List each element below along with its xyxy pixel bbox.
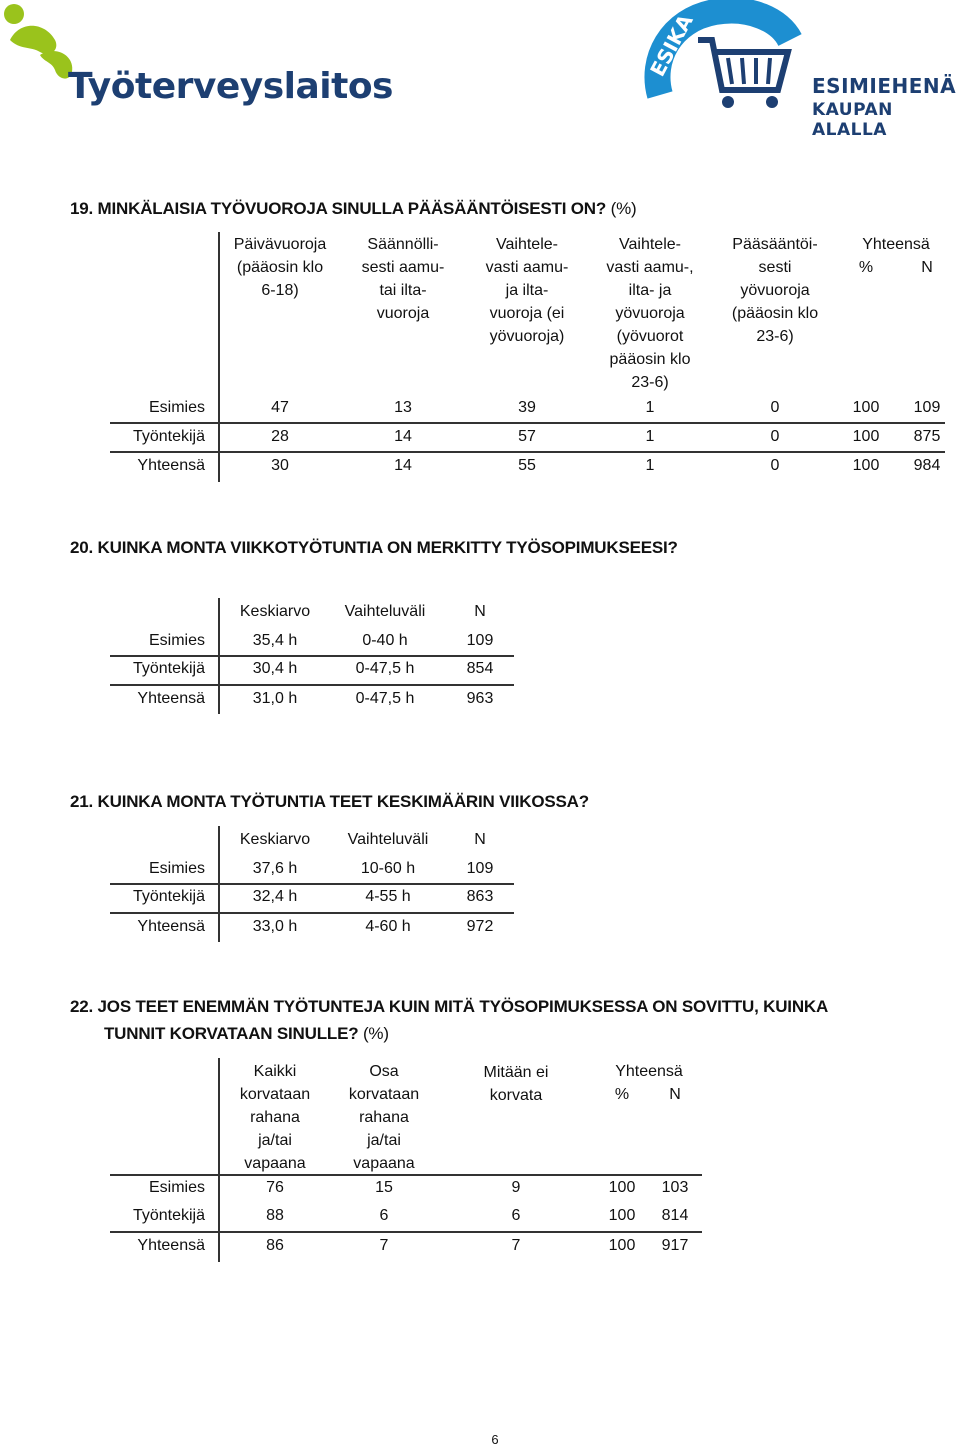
q19-col-header: Päivävuoroja (pääosin klo 6-18) [233, 236, 327, 299]
q21-col-header: Keskiarvo [239, 831, 311, 848]
q21-title: 21. KUINKA MONTA TYÖTUNTIA TEET KESKIMÄÄRIN VIIKOSSA? [70, 792, 589, 811]
q21-cell: 33,0 h [252, 918, 298, 935]
q19-row-label: Työntekijä [132, 428, 205, 445]
q19-cell: 30 [271, 457, 289, 474]
q20-cell: 109 [466, 632, 494, 649]
q19-pct-header: % [858, 259, 874, 276]
q22-cell: 76 [266, 1179, 284, 1196]
q21-col-header: N [474, 831, 486, 848]
q19-cell: 13 [394, 399, 412, 416]
q19-col-header: Pääsääntöi- sesti yövuoroja (pääosin klo 23-6) [731, 236, 819, 345]
q22-total-header: Yhteensä [615, 1063, 683, 1080]
q19-cell: 47 [271, 399, 289, 416]
q22-cell: 7 [511, 1237, 521, 1254]
page-number: 6 [491, 1432, 499, 1447]
q22-row-label: Yhteensä [137, 1237, 205, 1254]
q22-row-label: Työntekijä [132, 1207, 205, 1224]
q19-vertical-rule [218, 232, 220, 482]
q21-cell: 32,4 h [252, 888, 298, 905]
q22-horizontal-rule [110, 1231, 702, 1233]
q22-title-text: TUNNIT KORVATAAN SINULLE? [104, 1024, 359, 1043]
q22-col-header: Osa korvataan rahana ja/tai vapaana [348, 1063, 420, 1172]
q20-cell: 0-47,5 h [355, 690, 415, 707]
q20-col-header: Vaihteluväli [344, 603, 426, 620]
q21-cell: 4-55 h [365, 888, 411, 905]
q20-row-label: Työntekijä [132, 660, 205, 677]
q22-cell: 9 [511, 1179, 521, 1196]
q19-n-header: N [921, 259, 933, 276]
q19-cell: 0 [770, 457, 780, 474]
q22-n-header: N [669, 1086, 681, 1103]
q21-cell: 37,6 h [252, 860, 298, 877]
q20-col-header: N [474, 603, 486, 620]
q22-cell: 6 [379, 1207, 389, 1224]
q19-cell: 875 [913, 428, 941, 445]
q20-cell: 0-47,5 h [355, 660, 415, 677]
q19-cell: 984 [913, 457, 941, 474]
q19-cell: 14 [394, 457, 412, 474]
q19-title [70, 199, 636, 219]
q19-cell: 28 [271, 428, 289, 445]
q20-row-label: Yhteensä [137, 690, 205, 707]
q22-cell: 100 [608, 1179, 636, 1196]
q19-cell: 100 [852, 399, 880, 416]
q20-horizontal-rule [110, 655, 514, 657]
shopping-cart-icon [640, 0, 810, 140]
q21-cell: 4-60 h [365, 918, 411, 935]
q22-cell: 15 [375, 1179, 393, 1196]
q20-cell: 30,4 h [252, 660, 298, 677]
q22-title-line1: 22. JOS TEET ENEMMÄN TYÖTUNTEJA KUIN MITÄ TYÖSOPIMUKSESSA ON SOVITTU, KUINKA [70, 997, 829, 1016]
q21-row-label: Esimies [148, 860, 205, 877]
q22-cell: 86 [266, 1237, 284, 1254]
q19-cell: 0 [770, 428, 780, 445]
q19-cell: 55 [518, 457, 536, 474]
q22-cell: 814 [661, 1207, 689, 1224]
q19-cell: 100 [852, 457, 880, 474]
q21-cell: 109 [466, 860, 494, 877]
q19-total-header: Yhteensä [862, 236, 930, 253]
q19-horizontal-rule [110, 422, 945, 424]
q22-pct-header: % [614, 1086, 630, 1103]
q22-cell: 7 [379, 1237, 389, 1254]
q19-cell: 14 [394, 428, 412, 445]
q19-row-label: Esimies [148, 399, 205, 416]
q22-col-header: Kaikki korvataan rahana ja/tai vapaana [239, 1063, 311, 1172]
q21-row-label: Työntekijä [132, 888, 205, 905]
q19-cell: 0 [770, 399, 780, 416]
q22-title-line2 [104, 1024, 389, 1044]
q19-col-header: Vaihtele- vasti aamu- ja ilta- vuoroja (ei yövuoroja) [485, 236, 569, 345]
q22-cell: 103 [661, 1179, 689, 1196]
q22-col-header: Mitään ei korvata [483, 1064, 549, 1104]
q22-cell: 100 [608, 1237, 636, 1254]
q20-cell: 0-40 h [362, 632, 408, 649]
q19-cell: 1 [645, 399, 655, 416]
q22-unit: (%) [362, 1024, 389, 1043]
q20-row-label: Esimies [148, 632, 205, 649]
q19-title-text: 19. MINKÄLAISIA TYÖVUOROJA SINULLA PÄÄSÄÄNTÖISESTI ON? [70, 199, 607, 218]
q19-row-label: Yhteensä [137, 457, 205, 474]
q20-cell: 854 [466, 660, 494, 677]
q21-horizontal-rule [110, 883, 514, 885]
q19-horizontal-rule [110, 451, 945, 453]
q20-title: 20. KUINKA MONTA VIIKKOTYÖTUNTIA ON MERKITTY TYÖSOPIMUKSEESI? [70, 538, 678, 557]
q19-unit: (%) [610, 199, 637, 218]
q19-cell: 1 [645, 457, 655, 474]
esika-logo [640, 0, 960, 140]
q22-cell: 6 [511, 1207, 521, 1224]
q21-row-label: Yhteensä [137, 918, 205, 935]
q20-cell: 31,0 h [252, 690, 298, 707]
q22-cell: 88 [266, 1207, 284, 1224]
q19-cell: 109 [913, 399, 941, 416]
q19-cell: 1 [645, 428, 655, 445]
q19-col-header: Vaihtele- vasti aamu-, ilta- ja yövuoroja (yövuorot pääosin klo 23-6) [606, 236, 694, 391]
q22-cell: 100 [608, 1207, 636, 1224]
q21-cell: 863 [466, 888, 494, 905]
q20-cell: 963 [466, 690, 494, 707]
q21-horizontal-rule [110, 912, 514, 914]
ttl-logo-text: Työterveyslaitos [68, 66, 393, 107]
q22-horizontal-rule [110, 1174, 702, 1176]
q19-cell: 57 [518, 428, 536, 445]
q19-cell: 100 [852, 428, 880, 445]
q20-horizontal-rule [110, 684, 514, 686]
q22-cell: 917 [661, 1237, 689, 1254]
q19-cell: 39 [518, 399, 536, 416]
q21-cell: 10-60 h [360, 860, 416, 877]
q19-col-header: Säännölli- sesti aamu- tai ilta- vuoroja [361, 236, 445, 322]
tyoterveyslaitos-logo [0, 0, 393, 115]
q20-col-header: Keskiarvo [239, 603, 311, 620]
esika-line1: ESIMIEHENÄ [812, 74, 957, 98]
esika-line2: KAUPAN ALALLA [812, 100, 893, 140]
q22-row-label: Esimies [148, 1179, 205, 1196]
q20-cell: 35,4 h [252, 632, 298, 649]
q21-col-header: Vaihteluväli [347, 831, 429, 848]
q21-cell: 972 [466, 918, 494, 935]
esika-badge-text: ESIKA [645, 10, 698, 81]
